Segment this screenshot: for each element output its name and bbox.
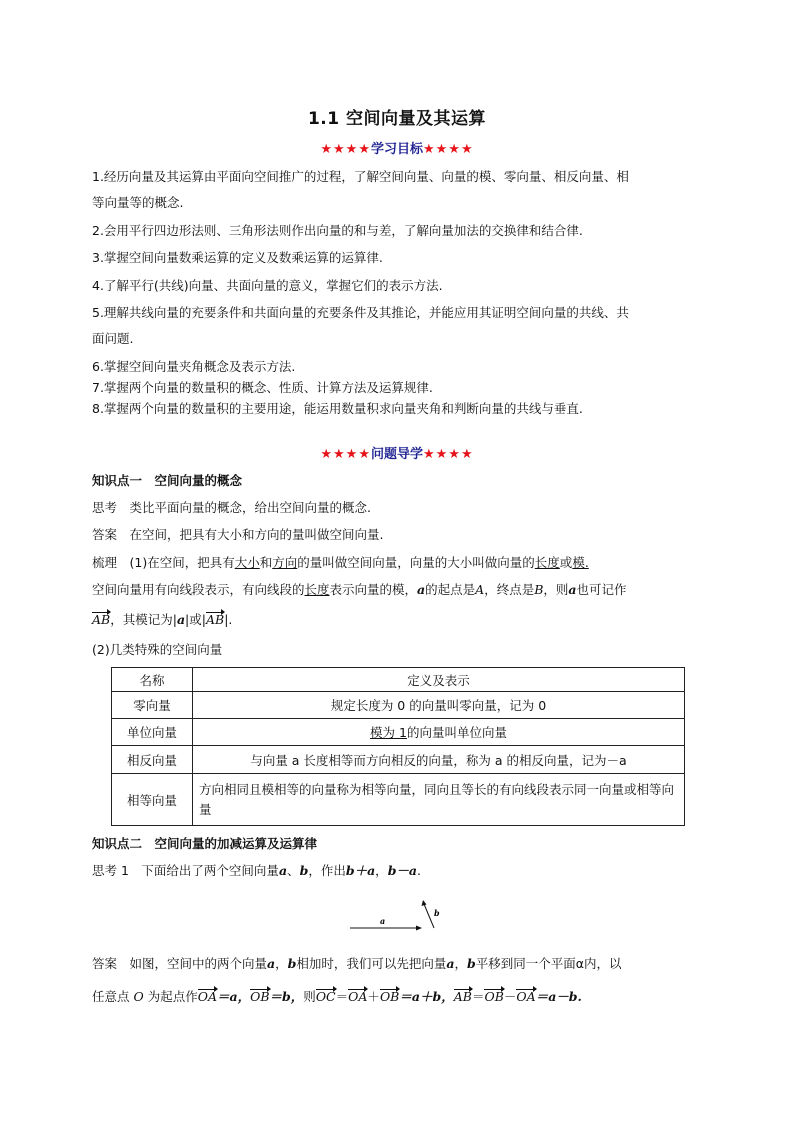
- text-seg: ，: [375, 863, 388, 878]
- text-seg: 也可记作: [576, 582, 627, 597]
- answer-text-2b: [92, 988, 704, 1006]
- vector-oa: OA: [516, 989, 536, 1004]
- vector-a-label: a: [380, 916, 386, 926]
- table-cell-name: 零向量: [112, 692, 193, 719]
- objective-line: 等向量等的概念.: [92, 195, 184, 210]
- vector-oa: OA: [197, 989, 217, 1004]
- table-cell-def: 与向量 a 长度相等而方向相反的向量，称为 a 的相反向量，记为－a: [193, 746, 685, 774]
- text-seg: ，终点是: [484, 582, 535, 597]
- vector-ob: OB: [250, 989, 270, 1004]
- math-var: b: [287, 956, 297, 971]
- section-heading-objectives: [0, 138, 794, 157]
- text-seg: |.: [224, 612, 233, 627]
- think-text-2: [92, 862, 704, 880]
- vector-ab: AB: [453, 989, 472, 1004]
- special-vectors-table: [111, 667, 685, 826]
- modulus-text: [92, 611, 704, 629]
- vector-b-arrowhead: [422, 900, 427, 906]
- section-label: 问题导学: [370, 447, 423, 462]
- math-expr: ＝a－b.: [535, 989, 582, 1004]
- text-seg: ＝: [471, 989, 485, 1004]
- objective-line: 面问题.: [92, 331, 134, 346]
- text-seg: －: [503, 989, 517, 1004]
- knowledge-heading-2: 知识点二 空间向量的加减运算及运算律: [92, 836, 318, 851]
- text-seg: 任意点: [92, 989, 134, 1004]
- vector-oc: OC: [315, 989, 336, 1004]
- math-var: B: [534, 582, 544, 597]
- text-seg: ＝: [335, 989, 349, 1004]
- special-vectors-heading: (2)几类特殊的空间向量: [92, 642, 223, 657]
- text-seg: |或|: [185, 612, 206, 627]
- text-seg: 的量叫做空间向量，向量的大小叫做向量的: [297, 555, 535, 570]
- math-var: a: [417, 582, 426, 597]
- text-seg: ，: [454, 956, 468, 971]
- text-seg: 的起点是: [425, 582, 476, 597]
- text-seg: ，作出: [308, 863, 346, 878]
- text-seg: 为起点作: [143, 989, 198, 1004]
- math-expr: b－a: [387, 863, 418, 878]
- representation-text: [92, 581, 704, 599]
- text-seg: 则: [303, 989, 316, 1004]
- text-seg: 思考 1 下面给出了两个空间向量: [92, 863, 279, 878]
- math-var: b: [299, 863, 309, 878]
- vector-ab: AB: [205, 612, 225, 627]
- vector-ab: AB: [92, 612, 111, 627]
- objective-line: 3.掌握空间向量数乘运算的定义及数乘运算的运算律.: [92, 250, 383, 265]
- table-cell-name: 相等向量: [112, 774, 193, 826]
- stars-right: ★★★★: [423, 142, 474, 157]
- math-expr: b＋a: [345, 863, 376, 878]
- objective-line: 4.了解平行(共线)向量、共面向量的意义，掌握它们的表示方法.: [92, 278, 443, 293]
- table-header-row: [112, 668, 685, 692]
- table-row: [112, 746, 685, 774]
- objective-line: 6.掌握空间向量夹角概念及表示方法.: [92, 359, 296, 374]
- math-var: a: [267, 956, 276, 971]
- math-var: b: [467, 956, 476, 971]
- text-seg: ，: [275, 956, 288, 971]
- text-seg: 空间向量用有向线段表示，有向线段的: [92, 582, 305, 597]
- vector-b-line: [424, 904, 434, 928]
- table-header-cell: 名称: [112, 668, 193, 692]
- table-row: [112, 774, 685, 826]
- math-var: a: [568, 582, 577, 597]
- text-seg: 、: [287, 863, 300, 878]
- answer-text-2: [92, 955, 704, 973]
- knowledge-heading-1: 知识点一 空间向量的概念: [92, 473, 243, 488]
- math-var: O: [133, 989, 144, 1004]
- vector-b-label: b: [434, 908, 440, 918]
- table-header-cell: 定义及表示: [193, 668, 685, 692]
- table-row: [112, 692, 685, 719]
- math-expr: ＝a＋b，: [399, 989, 454, 1004]
- math-var: a: [176, 612, 186, 627]
- objective-line: 5.理解共线向量的充要条件和共面向量的充要条件及其推论，并能应用其证明空间向量的共线、共: [92, 305, 629, 320]
- underlined-term: 方向: [272, 555, 298, 570]
- text-seg: 相加时，我们可以先把向量: [296, 956, 447, 971]
- objective-line: 1.经历向量及其运算由平面向空间推广的过程，了解空间向量、向量的模、零向量、相反向量、相: [92, 169, 629, 184]
- underlined-term: 模.: [572, 555, 589, 570]
- vector-oa: OA: [348, 989, 368, 1004]
- text-seg: ，则: [543, 582, 569, 597]
- math-var: A: [475, 582, 485, 597]
- objective-line: 2.会用平行四边形法则、三角形法则作出向量的和与差，了解向量加法的交换律和结合律.: [92, 223, 583, 238]
- section-heading-guide: [0, 443, 794, 462]
- answer-text: 答案 在空间，把具有大小和方向的量叫做空间向量.: [92, 527, 384, 542]
- underlined-term: 长度: [534, 555, 560, 570]
- vector-ob: OB: [484, 989, 504, 1004]
- objective-line: 7.掌握两个向量的数量积的概念、性质、计算方法及运算规律.: [92, 380, 433, 395]
- table-cell-name: 相反向量: [112, 746, 193, 774]
- underlined-term: 大小: [234, 555, 260, 570]
- text-seg: 答案 如图，空间中的两个向量: [92, 956, 268, 971]
- text-seg: 或: [559, 555, 573, 570]
- text-seg: ＋: [367, 989, 380, 1004]
- page-title: 1.1 空间向量及其运算: [307, 109, 487, 129]
- underlined-term: 长度: [304, 582, 330, 597]
- table-cell-def: [193, 719, 685, 746]
- text-seg: .: [417, 863, 422, 878]
- text-seg: 梳理 (1)在空间，把具有: [92, 555, 235, 570]
- table-cell-def: 方向相同且模相等的向量称为相等向量，同向且等长的有向线段表示同一向量或相等向量: [193, 774, 685, 826]
- math-var: a: [446, 956, 455, 971]
- math-expr: ＝b，: [269, 989, 304, 1004]
- stars-left: ★★★★: [320, 447, 371, 462]
- underlined-term: 模为 1: [370, 725, 407, 740]
- text-seg: 平移到同一个平面α内，以: [475, 956, 622, 971]
- vector-figure: [350, 896, 450, 936]
- think-text: 思考 类比平面向量的概念，给出空间向量的概念.: [92, 500, 371, 515]
- text-seg: 表示向量的模，: [329, 582, 418, 597]
- table-row: [112, 719, 685, 746]
- table-cell-def: 规定长度为 0 的向量叫零向量，记为 0: [193, 692, 685, 719]
- section-label: 学习目标: [370, 142, 423, 157]
- vector-a-arrowhead: [416, 926, 422, 931]
- text-seg: ，其模记为|: [110, 612, 177, 627]
- vector-ob: OB: [379, 989, 400, 1004]
- text-seg: 的向量叫单位向量: [406, 725, 507, 740]
- table-cell-name: 单位向量: [112, 719, 193, 746]
- sort-text: [92, 554, 704, 572]
- math-var: a: [278, 863, 288, 878]
- stars-left: ★★★★: [320, 142, 371, 157]
- objective-line: 8.掌握两个向量的数量积的主要用途，能运用数量积求向量夹角和判断向量的共线与垂直.: [92, 401, 583, 416]
- math-expr: ＝a，: [217, 989, 251, 1004]
- text-seg: 和: [259, 555, 273, 570]
- stars-right: ★★★★: [423, 447, 474, 462]
